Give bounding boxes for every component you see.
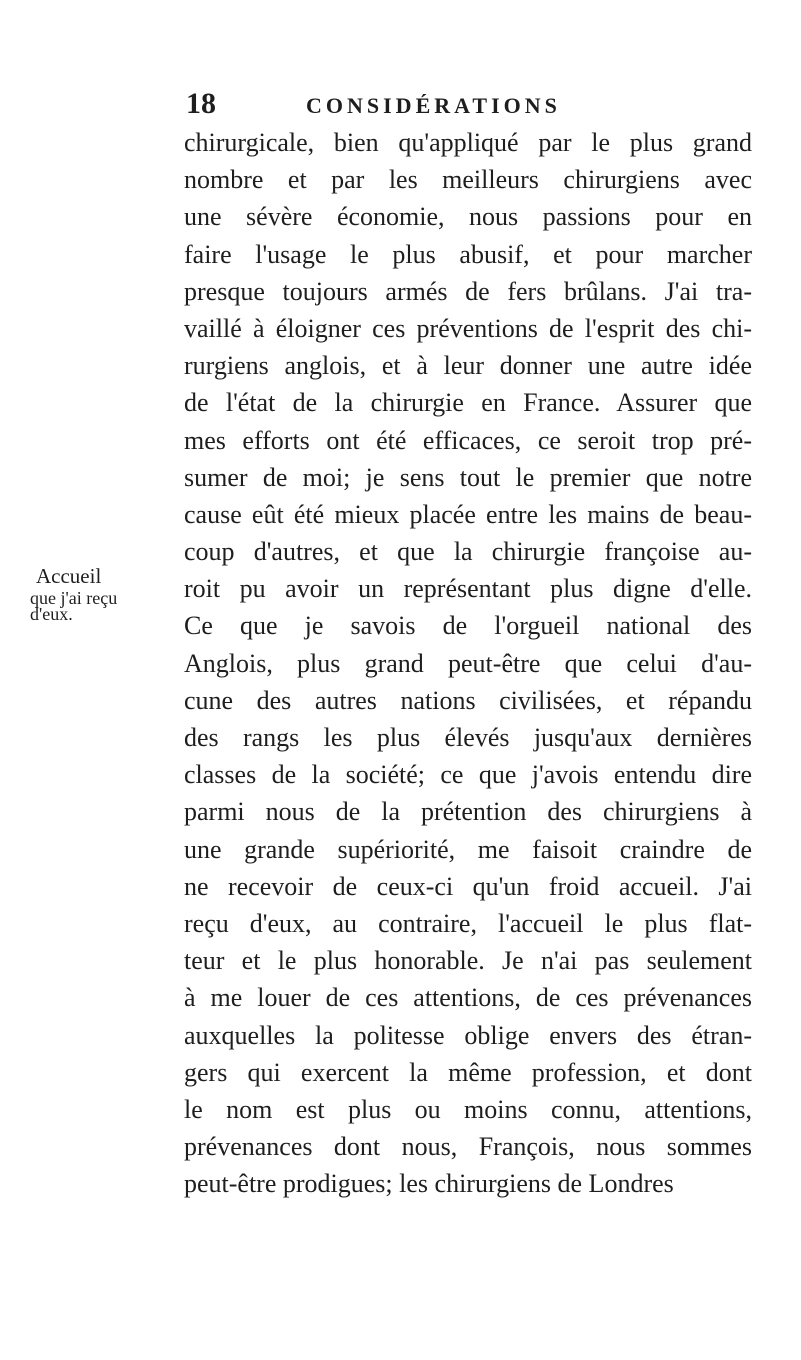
text-line: ne recevoir de ceux-ci qu'un froid accueil. J'ai — [184, 871, 752, 901]
text-line: vaillé à éloigner ces préventions de l'esprit des chi- — [184, 313, 752, 343]
margin-note-line: d'eux. — [30, 604, 73, 624]
text-line: auxquelles la politesse oblige envers des étran- — [184, 1020, 752, 1050]
text-line: nombre et par les meilleurs chirurgiens avec — [184, 165, 752, 195]
text-line: une grande supériorité, me faisoit craindre de — [184, 834, 752, 864]
text-line: peut-être prodigues; les chirurgiens de Londres — [184, 1169, 674, 1199]
text-line: reçu d'eux, au contraire, l'accueil le plus flat- — [184, 908, 752, 938]
text-line: une sévère économie, nous passions pour en — [184, 202, 752, 232]
text-line: parmi nous de la prétention des chirurgiens à — [184, 797, 752, 827]
page-header — [186, 84, 746, 124]
margin-note — [30, 565, 170, 622]
body-text — [184, 124, 752, 1202]
text-line: à me louer de ces attentions, de ces prévenances — [184, 983, 752, 1013]
text-line: chirurgicale, bien qu'appliqué par le plus grand — [184, 128, 752, 157]
margin-note-line: Accueil — [36, 564, 102, 588]
page-number: 18 — [186, 87, 216, 120]
text-line: Ce que je savois de l'orgueil national des — [184, 611, 752, 641]
text-line: cune des autres nations civilisées, et répandu — [184, 685, 752, 715]
text-line: sumer de moi; je sens tout le premier que notre — [184, 462, 752, 492]
text-line: faire l'usage le plus abusif, et pour marcher — [184, 239, 752, 269]
text-line: classes de la société; ce que j'avois entendu dire — [184, 760, 752, 790]
text-line: Anglois, plus grand peut-être que celui d'au- — [184, 648, 752, 678]
text-line: rurgiens anglois, et à leur donner une autre idée — [184, 351, 752, 381]
text-line: coup d'autres, et que la chirurgie françoise au- — [184, 537, 752, 567]
text-line: de l'état de la chirurgie en France. Assurer que — [184, 388, 752, 418]
text-line: prévenances dont nous, François, nous sommes — [184, 1132, 752, 1162]
text-line: cause eût été mieux placée entre les mains de beau- — [184, 499, 752, 529]
margin-note-line: que j'ai reçu — [30, 588, 118, 608]
text-line: le nom est plus ou moins connu, attentions, — [184, 1094, 752, 1124]
text-line: des rangs les plus élevés jusqu'aux dernières — [184, 723, 752, 752]
text-line: gers qui exercent la même profession, et dont — [184, 1057, 752, 1087]
text-line: roit pu avoir un représentant plus digne d'elle. — [184, 574, 752, 604]
running-head: CONSIDÉRATIONS — [306, 93, 561, 118]
text-line: mes efforts ont été efficaces, ce seroit trop pré- — [184, 425, 752, 455]
text-line: teur et le plus honorable. Je n'ai pas seulement — [184, 946, 752, 976]
text-line: presque toujours armés de fers brûlans. J'ai tra- — [184, 276, 752, 306]
